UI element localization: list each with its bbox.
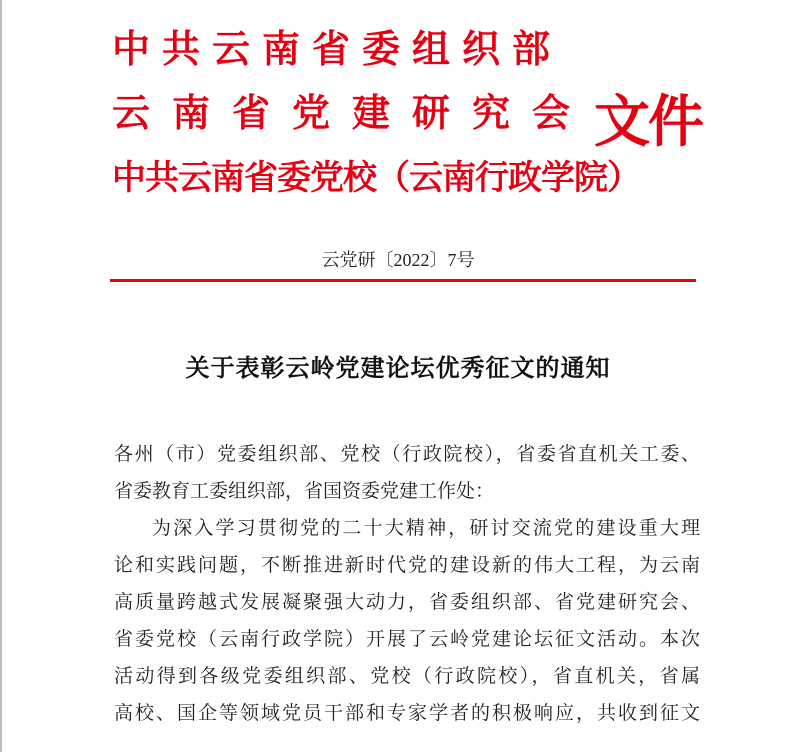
issuer-line-2: 云南省党建研究会 [112,90,593,135]
paragraph-line: 省委党校（云南行政学院）开展了云岭党建论坛征文活动。本次 [114,628,700,650]
document-title: 关于表彰云岭党建论坛优秀征文的通知 [185,353,611,382]
red-divider-line [110,279,696,282]
paragraph-line: 高校、国企等领域党员干部和专家学者的积极响应，共收到征文 [114,702,700,724]
paragraph-line: 高质量跨越式发展凝聚强大动力，省委组织部、省党建研究会、 [114,591,700,613]
addressee-line: 省委教育工委组织部，省国资委党建工作处： [114,480,495,502]
document-number: 云党研〔2022〕7号 [321,250,475,270]
addressee-line: 各州（市）党委组织部、党校（行政院校），省委省直机关工委、 [114,443,700,465]
issuer-line-1: 中共云南省委组织部 [112,26,563,71]
paragraph-line: 为深入学习贯彻党的二十大精神，研讨交流党的建设重大理 [152,517,700,539]
paragraph-line: 活动得到各级党委组织部、党校（行政院校），省直机关，省属 [114,665,700,687]
document-body [114,436,700,732]
document-type-label: 文件 [594,89,702,155]
paragraph-line: 论和实践问题，不断推进新时代党的建设新的伟大工程，为云南 [114,554,700,576]
issuer-line-3: 中共云南省委党校（云南行政学院） [112,158,640,198]
